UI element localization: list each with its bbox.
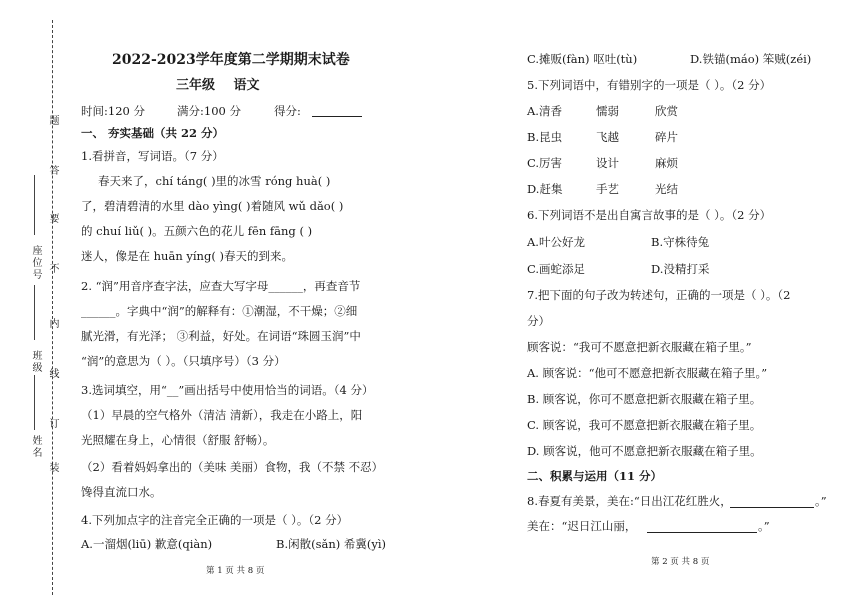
q2-line-1: 2. “润”用音序查字法，应查大写字母______，再查音节 (81, 279, 361, 293)
q2-line-4: “润”的意思为（ ）。（只填序号）（3 分） (81, 354, 286, 368)
q1-heading: 1.看拼音，写词语。（7 分） (81, 149, 224, 163)
q2-line-2: ______。字典中“润”的解释有：①潮湿，不干燥；②细 (81, 304, 358, 318)
full-score: 满分:100 分 (177, 104, 241, 118)
q5-option-b-word-1: B.昆虫 (527, 130, 563, 144)
q5-option-b-word-2: 飞越 (596, 130, 619, 144)
name-label: 姓名 (30, 435, 41, 459)
q6-option-b: B.守株待兔 (651, 235, 710, 249)
name-line (34, 375, 35, 430)
q4-option-b: B.闲散(sǎn) 希冀(yì) (276, 537, 387, 551)
q5-heading: 5.下列词语中，有错别字的一项是（ ）。（2 分） (527, 78, 772, 92)
q5-option-a-word-3: 欣赏 (655, 104, 678, 118)
margin-word-2: 答 (47, 165, 58, 177)
margin-word-8: 装 (47, 462, 58, 474)
page-1-footer: 第 1 页 共 8 页 (206, 566, 265, 576)
q7-heading-cont: 分） (527, 314, 550, 328)
q1-line-2: 了，碧清碧清的水里 dào yìng( )着随风 wǔ dǎo( ) (81, 199, 344, 213)
seat-number-line (34, 175, 35, 235)
q5-option-a-word-2: 懦弱 (596, 104, 619, 118)
q7-option-c: C. 顾客说，我可不愿意把新衣服藏在箱子里。 (527, 418, 762, 432)
q5-option-d-word-3: 光结 (655, 182, 678, 196)
q8-line-1-end: 。” (815, 494, 827, 508)
margin-word-7: 订 (47, 418, 58, 430)
q3-line-3: 光照耀在身上，心情很（舒服 舒畅）。 (81, 433, 275, 447)
q2-line-3: 腻光滑，有光泽； ③利益，好处。在词语“珠圆玉润”中 (81, 329, 361, 343)
q3-line-5: 馋得直流口水。 (81, 485, 162, 499)
q7-option-b: B. 顾客说，你可不愿意把新衣服藏在箱子里。 (527, 392, 762, 406)
q5-option-d-word-1: D.赶集 (527, 182, 563, 196)
q3-line-4: （2）看着妈妈拿出的（美味 美丽）食物，我（不禁 不忍） (81, 460, 384, 474)
q1-line-1: 春天来了，chí táng( )里的冰雪 róng huà( ) (98, 174, 331, 188)
q5-option-a-word-1: A.清香 (527, 104, 562, 118)
q5-option-d-word-2: 手艺 (596, 182, 619, 196)
q8-line-2: 美在：“迟日江山丽， (527, 519, 637, 533)
margin-word-1: 题 (47, 115, 58, 127)
q3-line-1: 3.选词填空，用“__”画出括号中使用恰当的词语。（4 分） (81, 383, 374, 397)
q4-option-c: C.摊贩(fàn) 呕吐(tù) (527, 52, 638, 66)
exam-title: 2022-2023学年度第二学期期末试卷 (112, 52, 350, 68)
q4-option-d: D.铁锚(máo) 笨贼(zéi) (690, 52, 812, 66)
q4-option-a: A.一溜烟(liū) 歉意(qiàn) (81, 537, 213, 551)
section-1-heading: 一、 夯实基础（共 22 分） (81, 126, 225, 140)
q4-heading: 4.下列加点字的注音完全正确的一项是（ ）。（2 分） (81, 513, 349, 527)
margin-word-4: 不 (47, 263, 58, 275)
q5-option-b-word-3: 碎片 (655, 130, 678, 144)
q6-option-a: A.叶公好龙 (527, 235, 585, 249)
score-blank[interactable] (312, 116, 362, 117)
q8-line-2-end: 。” (758, 519, 770, 533)
q7-option-d: D. 顾客说，他可不愿意把新衣服藏在箱子里。 (527, 444, 762, 458)
q5-option-c-word-1: C.厉害 (527, 156, 563, 170)
q6-heading: 6.下列词语不是出自寓言故事的是（ ）。（2 分） (527, 208, 772, 222)
section-2-heading: 二、积累与运用（11 分） (527, 469, 663, 483)
q6-option-d: D.没精打采 (651, 262, 710, 276)
class-label: 班级 (30, 350, 41, 374)
seat-number-label: 座位号 (30, 245, 41, 281)
q3-line-2: （1）早晨的空气格外（清洁 清新），我走在小路上，阳 (81, 408, 363, 422)
q5-option-c-word-2: 设计 (596, 156, 619, 170)
margin-word-3: 要 (47, 213, 58, 225)
grade-subject: 三年级 语文 (176, 78, 260, 93)
margin-word-6: 线 (47, 368, 58, 380)
q7-quote: 顾客说：“我可不愿意把新衣服藏在箱子里。” (527, 340, 752, 354)
q1-line-3: 的 chuí liǔ( )。五颜六色的花儿 fēn fāng ( ) (81, 224, 313, 238)
q8-line-1: 8.春夏有美景，美在:“日出江花红胜火， (527, 494, 732, 508)
q5-option-c-word-3: 麻烦 (655, 156, 678, 170)
q7-heading: 7.把下面的句子改为转述句，正确的一项是（ ）。（2 (527, 288, 791, 302)
q7-option-a: A. 顾客说：“他可不愿意把新衣服藏在箱子里。” (527, 366, 768, 380)
q8-blank-2[interactable] (647, 532, 757, 533)
score-label: 得分: (274, 104, 301, 118)
binding-dashed-line (52, 20, 53, 595)
q8-blank-1[interactable] (730, 507, 814, 508)
exam-time: 时间:120 分 (81, 104, 145, 118)
page-2-footer: 第 2 页 共 8 页 (651, 557, 710, 567)
class-line (34, 285, 35, 340)
q6-option-c: C.画蛇添足 (527, 262, 586, 276)
margin-word-5: 内 (47, 318, 58, 330)
q1-line-4: 迷人，像是在 huān yíng( )春天的到来。 (81, 249, 293, 263)
